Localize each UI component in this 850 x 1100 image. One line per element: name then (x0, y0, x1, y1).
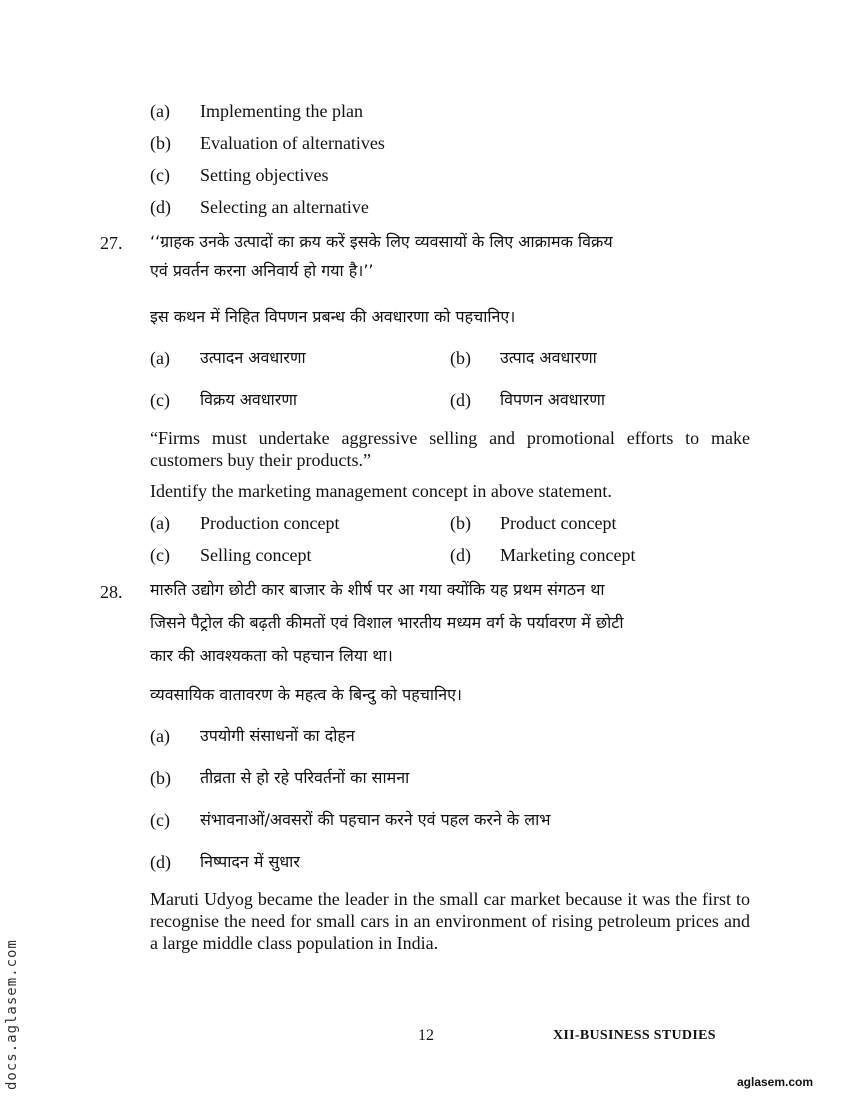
q27-hindi-option-c-text: विक्रय अवधारणा (200, 390, 298, 409)
q28-option-c-text: संभावनाओं/अवसरों की पहचान करने एवं पहल करने के लाभ (200, 810, 551, 829)
q27-hindi-option-a-label: (a) (150, 348, 170, 368)
q28-option-c-label: (c) (150, 810, 170, 830)
q27-hindi-option-d-label: (d) (450, 390, 471, 410)
q26-option-b-label: (b) (150, 133, 171, 153)
q27-hindi-quote-line1: ‘‘ग्राहक उनके उत्पादों का क्रय करें इसके लिए व्यवसायों के लिए आक्रामक विक्रय (150, 232, 613, 251)
q26-option-c-text: Setting objectives (200, 165, 329, 185)
q27-english-question: Identify the marketing management concept in above statement. (150, 481, 612, 501)
q26-option-c-label: (c) (150, 165, 170, 185)
q27-hindi-option-b-label: (b) (450, 348, 471, 368)
q27-english-option-c-text: Selling concept (200, 545, 312, 565)
q27-english-option-b-text: Product concept (500, 513, 617, 533)
q26-option-a-label: (a) (150, 101, 170, 121)
q27-hindi-option-b-text: उत्पाद अवधारणा (500, 348, 597, 367)
q28-option-a-text: उपयोगी संसाधनों का दोहन (200, 726, 355, 745)
q28-hindi-line3: कार की आवश्यकता को पहचान लिया था। (150, 646, 393, 665)
q27-hindi-option-c-label: (c) (150, 390, 170, 410)
q27-english-option-c-label: (c) (150, 545, 170, 565)
q27-english-option-a-label: (a) (150, 513, 170, 533)
q27-english-option-a-text: Production concept (200, 513, 340, 533)
q27-hindi-quote-line2: एवं प्रवर्तन करना अनिवार्य हो गया है।’’ (150, 261, 374, 280)
q26-option-b-text: Evaluation of alternatives (200, 133, 385, 153)
q28-option-b-text: तीव्रता से हो रहे परिवर्तनों का सामना (200, 768, 410, 787)
q28-hindi-question: व्यवसायिक वातावरण के महत्व के बिन्दु को पहचानिए। (150, 685, 462, 704)
watermark-text: docs.aglasem.com (4, 939, 20, 1090)
q28-hindi-line2: जिसने पैट्रोल की बढ़ती कीमतों एवं विशाल भारतीय मध्यम वर्ग के पर्यावरण में छोटी (150, 613, 624, 632)
q28-english-text: Maruti Udyog became the leader in the small car market because it was the first to recognise the need for small cars in an environment of rising petroleum prices and a large middle class population in India. (150, 889, 750, 953)
q27-hindi-option-a-text: उत्पादन अवधारणा (200, 348, 306, 367)
q27-english-option-b-label: (b) (450, 513, 471, 533)
watermark (4, 930, 24, 1090)
q27-hindi-question: इस कथन में निहित विपणन प्रबन्ध की अवधारणा को पहचानिए। (150, 307, 516, 326)
question-27-number: 27. (100, 233, 123, 253)
q27-english-option-d-label: (d) (450, 545, 471, 565)
q27-english-option-d-text: Marketing concept (500, 545, 636, 565)
q26-option-a-text: Implementing the plan (200, 101, 363, 121)
q26-option-d-text: Selecting an alternative (200, 197, 369, 217)
q28-hindi-line1: मारुति उद्योग छोटी कार बाजार के शीर्ष पर आ गया क्योंकि यह प्रथम संगठन था (150, 580, 605, 599)
q27-hindi-option-d-text: विपणन अवधारणा (500, 390, 606, 409)
q28-option-d-text: निष्पादन में सुधार (200, 852, 300, 871)
subject-header: XII-BUSINESS STUDIES (553, 1028, 716, 1043)
q28-option-a-label: (a) (150, 726, 170, 746)
q26-option-d-label: (d) (150, 197, 171, 217)
site-logo-text[interactable]: aglasem.com (737, 1075, 814, 1089)
page-number: 12 (418, 1027, 434, 1044)
q28-option-b-label: (b) (150, 768, 171, 788)
q28-option-d-label: (d) (150, 852, 171, 872)
q27-english-quote: “Firms must undertake aggressive selling and promotional efforts to make customers buy their products.” (150, 428, 750, 470)
question-28-number: 28. (100, 582, 123, 602)
